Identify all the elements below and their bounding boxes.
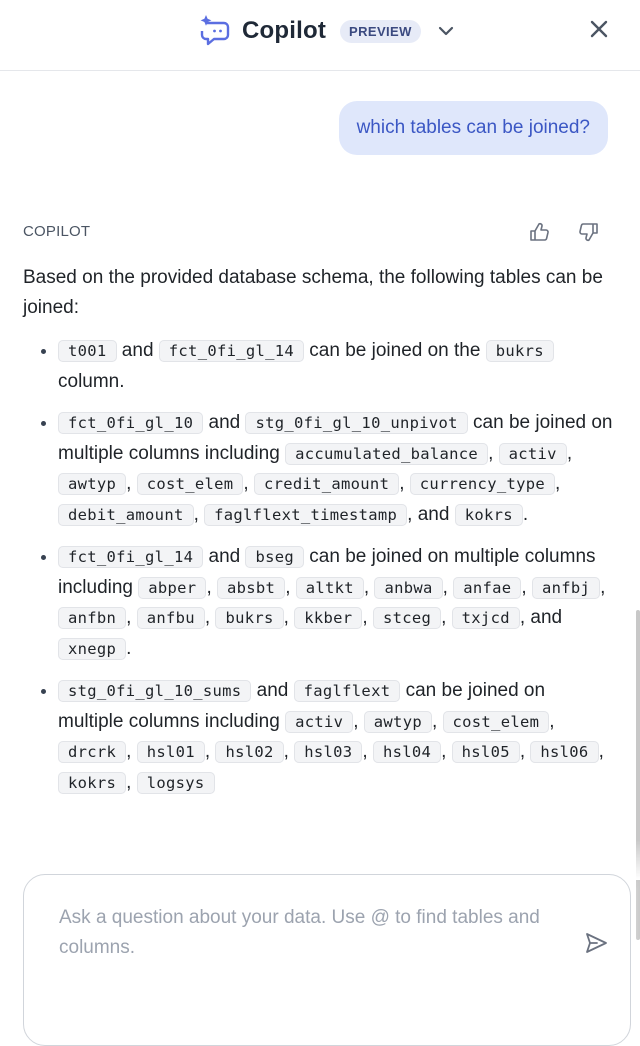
copilot-chat-sparkle-icon [198,14,232,48]
table-name: fct_0fi_gl_14 [159,340,304,362]
separator: , [488,442,499,464]
list-text: and [116,340,159,361]
column-name: hsl02 [215,741,283,763]
separator: , [363,576,375,598]
column-name: anfae [453,577,521,599]
column-name: abper [138,577,206,599]
list-text: can be joined on multiple columns including [58,680,546,732]
close-icon[interactable] [588,18,610,40]
column-name: cost_elem [443,711,550,733]
column-name: awtyp [364,711,432,733]
separator: , [431,710,443,732]
answer-intro: Based on the provided database schema, the following tables can be joined: [23,267,603,318]
table-name: fct_0fi_gl_10 [58,412,203,434]
column-name: hsl04 [373,741,441,763]
chat-input-box[interactable] [23,874,631,1046]
join-list-item [58,676,613,798]
table-name: stg_0fi_gl_10_unpivot [245,412,467,434]
separator: , [399,473,410,494]
join-list-item [58,336,613,396]
question-input[interactable] [57,901,561,975]
column-name: kokrs [455,504,523,526]
column-name: logsys [137,772,215,794]
column-name: debit_amount [58,504,194,526]
column-name: hsl05 [452,741,520,763]
separator: , [126,741,137,762]
copilot-answer [23,263,613,810]
copilot-header [0,0,640,71]
column-name: credit_amount [254,473,399,495]
separator: , [126,473,137,494]
separator: , [206,576,218,598]
column-name: bukrs [486,340,554,362]
separator: , [441,741,452,762]
separator: , [126,607,137,628]
table-name: fct_0fi_gl_14 [58,546,203,568]
column-name: accumulated_balance [285,443,488,465]
preview-badge: PREVIEW [340,20,421,43]
list-text: and [203,546,246,567]
column-name: anfbu [137,607,205,629]
separator: , [283,741,295,762]
column-name: absbt [217,577,285,599]
scrollbar[interactable] [636,610,640,940]
table-name: stg_0fi_gl_10_sums [58,680,251,702]
separator: , [549,710,555,732]
column-name: drcrk [58,741,126,763]
list-text: can be joined on multiple columns including [58,546,596,598]
user-message: which tables can be joined? [339,101,608,155]
separator: , [441,607,452,628]
thumbs-down-icon[interactable] [576,219,602,245]
separator: , [362,741,373,762]
chevron-down-icon[interactable] [437,22,455,40]
separator: , [285,576,296,598]
separator: , [554,473,561,494]
column-name: xnegp [58,638,126,660]
separator: , [353,710,364,732]
column-name: cost_elem [137,473,244,495]
separator: , [598,741,604,762]
separator: , [243,473,254,494]
column-name: txjcd [452,607,520,629]
column-name: currency_type [410,473,555,495]
join-list-item [58,542,613,664]
list-text: column. [58,370,125,392]
response-author-label: COPILOT [23,223,91,240]
separator: , [519,741,531,762]
separator: , [362,607,373,628]
separator: , and [519,607,563,628]
separator: , [193,503,205,525]
send-icon[interactable] [582,929,610,957]
list-text: . [126,637,132,659]
list-text: . [522,503,529,525]
column-name: kokrs [58,772,126,794]
column-name: activ [285,711,353,733]
column-name: stceg [373,607,441,629]
separator: , [126,771,137,793]
column-name: kkber [294,607,362,629]
list-text: and [251,680,294,701]
column-name: anfbn [58,607,126,629]
column-name: altkt [296,577,364,599]
separator: , [442,576,454,598]
separator: , [521,576,532,598]
column-name: hsl01 [137,741,205,763]
column-name: awtyp [58,473,126,495]
table-name: t001 [58,340,117,362]
list-text: can be joined on the [304,340,486,361]
separator: , [283,607,295,628]
list-text: and [203,412,246,433]
separator: , [566,442,573,464]
column-name: anfbj [532,577,600,599]
join-list-item [58,408,613,530]
list-text: can be joined on multiple columns including [58,412,613,464]
table-name: faglflext [294,680,401,702]
table-name: bseg [245,546,304,568]
column-name: bukrs [215,607,283,629]
app-title: Copilot [242,17,327,44]
separator: , [204,607,216,628]
column-name: hsl03 [294,741,362,763]
separator: , [600,576,606,598]
brand [198,14,455,48]
column-name: hsl06 [530,741,598,763]
join-list [23,336,613,798]
column-name: faglflext_timestamp [204,504,407,526]
column-name: activ [499,443,567,465]
column-name: anbwa [374,577,442,599]
thumbs-up-icon[interactable] [526,219,552,245]
separator: , [204,741,216,762]
separator: , and [407,503,455,525]
